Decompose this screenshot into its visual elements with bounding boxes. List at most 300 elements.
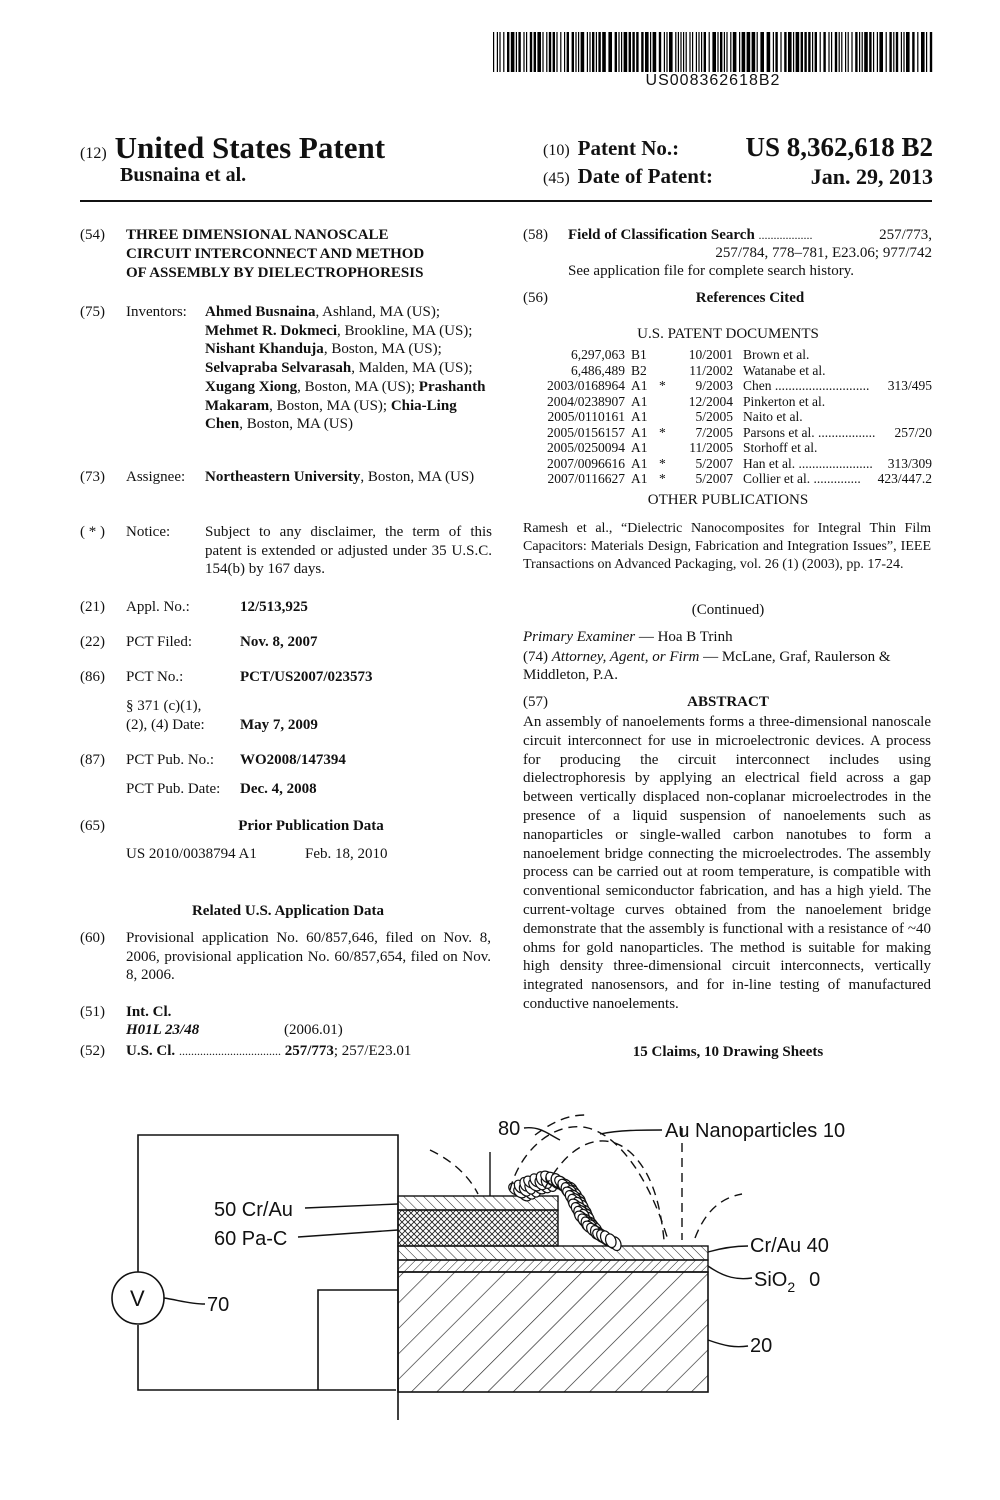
assignee — [205, 468, 495, 487]
barcode-bar — [680, 32, 681, 72]
pct-filed-label: PCT Filed: — [126, 634, 192, 650]
reference-date: 9/2003 — [695, 378, 733, 393]
barcode-bar — [556, 32, 557, 72]
reference-name: Chen ............................ — [743, 378, 870, 393]
barcode-bar — [864, 32, 868, 72]
reference-cls — [877, 409, 932, 425]
barcode-image — [493, 32, 933, 72]
claims-count: 15 Claims, 10 Drawing Sheets — [632, 1044, 824, 1060]
barcode-bar — [760, 32, 764, 72]
code-74: (74) — [523, 649, 548, 665]
reference-star — [659, 409, 671, 425]
barcode-bar — [618, 32, 619, 72]
related-text: Provisional application No. 60/857,646, filed on Nov. 8, 2006, provisional application No. 60/857,654, filed on Nov. 8, 2006. — [126, 930, 491, 984]
references-table — [530, 347, 932, 487]
sio2-subscript: 2 — [787, 1279, 796, 1295]
barcode-bar — [903, 32, 904, 72]
inventors-list — [205, 303, 495, 434]
reference-cls — [877, 440, 932, 456]
reference-num: 2005/0156157 — [546, 424, 625, 440]
barcode-bar — [845, 32, 846, 72]
patent-type-title: United States Patent — [114, 130, 386, 165]
pct-number: PCT/US2007/023573 — [240, 669, 373, 685]
barcode-bar — [804, 32, 806, 72]
barcode-bar — [828, 32, 829, 72]
barcode-bar — [518, 32, 520, 72]
examiner-label: Primary Examiner — [523, 629, 636, 645]
patent-number: US 8,362,618 B2 — [745, 132, 933, 162]
s371-label-1: § 371 (c)(1), — [126, 698, 202, 714]
reference-name: Naito et al. — [743, 409, 803, 424]
barcode-bar — [812, 32, 813, 72]
barcode-bar — [801, 32, 803, 72]
barcode-bar — [564, 32, 565, 72]
barcode-bar — [841, 32, 842, 72]
notice-label: Notice: — [126, 524, 171, 540]
reference-kind: A1 — [631, 409, 648, 424]
barcode-bar — [796, 32, 800, 72]
reference-name: Brown et al. — [743, 347, 810, 362]
label-40: Cr/Au 40 — [750, 1235, 829, 1257]
reference-star: * — [659, 455, 666, 471]
barcode-bar — [664, 32, 665, 72]
code-54: (54) — [80, 227, 105, 243]
barcode-bar — [780, 32, 781, 72]
inventor-name: Ahmed Busnaina — [205, 304, 316, 320]
reference-star — [659, 363, 671, 379]
barcode-bar — [653, 32, 657, 72]
reference-cls: 423/447.2 — [877, 471, 932, 486]
code-87: (87) — [80, 752, 105, 768]
appl-label: Appl. No.: — [126, 599, 190, 615]
barcode-bar — [906, 32, 910, 72]
reference-star — [659, 394, 671, 410]
header-rule — [80, 200, 932, 202]
barcode-bar — [917, 32, 918, 72]
barcode-bar — [720, 32, 722, 72]
barcode-bar — [537, 32, 541, 72]
reference-num: 2005/0110161 — [547, 409, 625, 424]
barcode-bar — [901, 32, 902, 72]
barcode-bar — [757, 32, 758, 72]
sio2-number: 0 — [809, 1269, 821, 1291]
code-57: (57) — [523, 694, 548, 710]
barcode-bar — [698, 32, 699, 72]
pct-no-label: PCT No.: — [126, 669, 184, 685]
attorney-dash: — — [699, 649, 722, 665]
field-label: Field of Classification Search — [568, 227, 755, 243]
inventor-name: Xugang Xiong — [205, 378, 298, 395]
reference-row — [530, 456, 932, 472]
notice-text: Subject to any disclaimer, the term of this patent is extended or adjusted under 35 U.S.C. 154(b) by 167 days. — [205, 524, 492, 578]
primary-examiner — [523, 628, 733, 647]
abstract-text: An assembly of nanoelements forms a three-dimensional nanoscale circuit interconnect for use in microelectronic devices. A process for producing the circuit interconnect includes using dielectrophoresis by applying an electrical field across a gap between vertically displaced non-coplanar microelectrodes in the presence of a liquid suspension of nanoelements such as nanoparticles or single-walled carbon nanotubes to form a nanoelement bridge connecting the microelectrodes. The assembly process can be carried out at room temperature, is compatible with conventional semiconductor fabrication, and has a high yield. The current-voltage curves obtained from the nanoelement bridge demonstrate that the assembly is functional with a resistance of ~40 ohms for gold nanoparticles. The method is suitable for making high density three-dimensional circuit interconnects, vertically integrated nanosensors, and for in-line testing of manufactured conductive nanoelements. — [523, 714, 931, 1012]
s371-date: May 7, 2009 — [240, 717, 318, 733]
barcode-bar — [851, 32, 852, 72]
barcode-bar — [629, 32, 631, 72]
reference-date: 5/2007 — [695, 471, 733, 486]
code-60: (60) — [80, 930, 105, 946]
patent-number-row — [543, 132, 933, 162]
inventor-name: Mehmet R. Dokmeci — [205, 322, 338, 339]
barcode-bar — [773, 32, 774, 72]
reference-row — [530, 471, 932, 487]
barcode-bar — [877, 32, 878, 72]
label-sio2 — [754, 1269, 820, 1295]
assignee-location: , Boston, MA (US) — [360, 469, 475, 485]
bottom-electrode-layer — [398, 1246, 708, 1260]
reference-num: 6,486,489 — [571, 362, 625, 378]
barcode-bar — [815, 32, 817, 72]
barcode-bar — [553, 32, 555, 72]
reference-name: Watanabe et al. — [743, 362, 826, 378]
reference-cls: 313/495 — [887, 378, 932, 393]
barcode-bar — [666, 32, 667, 72]
field-class-1: 257/773, — [879, 227, 932, 243]
references-heading: References Cited — [695, 290, 805, 306]
barcode-bar — [581, 32, 585, 72]
barcode-bar — [641, 32, 643, 72]
code-56: (56) — [523, 290, 548, 306]
code-12: (12) — [80, 145, 107, 162]
barcode-bar — [726, 32, 727, 72]
reference-num: 2005/0250094 — [546, 440, 625, 455]
barcode-bar — [752, 32, 756, 72]
barcode-bar — [575, 32, 576, 72]
other-pubs-heading: OTHER PUBLICATIONS — [647, 492, 809, 508]
reference-name: Collier et al. .............. — [743, 471, 861, 486]
patent-date: Jan. 29, 2013 — [810, 164, 933, 189]
barcode-bar — [602, 32, 606, 72]
label-50: 50 Cr/Au — [214, 1199, 293, 1221]
reference-cls: 313/309 — [887, 455, 932, 471]
sio2-layer — [398, 1260, 708, 1272]
reference-date: 11/2005 — [689, 440, 733, 455]
barcode-bar — [493, 32, 494, 72]
title-line: THREE DIMENSIONAL NANOSCALE — [126, 227, 389, 243]
barcode-bar — [645, 32, 649, 72]
reference-date: 5/2005 — [695, 409, 733, 424]
reference-star — [659, 440, 671, 456]
inventor-location: , Boston, MA (US) — [239, 416, 353, 433]
barcode-bar — [862, 32, 863, 72]
barcode-bar — [823, 32, 825, 72]
reference-row — [530, 440, 932, 456]
int-cl-class: H01L 23/48 — [126, 1022, 200, 1038]
barcode-bar — [893, 32, 894, 72]
voltage-source — [112, 1272, 229, 1324]
patent-header-left — [80, 130, 385, 166]
barcode-bar — [808, 32, 810, 72]
barcode-bar — [615, 32, 617, 72]
inventor-location: , Boston, MA (US); — [323, 341, 442, 358]
barcode-bar — [567, 32, 569, 72]
barcode-bar — [793, 32, 794, 72]
barcode-bar — [886, 32, 887, 72]
code-58: (58) — [523, 227, 548, 243]
label-au-nanoparticles: Au Nanoparticles 10 — [665, 1120, 846, 1142]
pct-pub-no-label: PCT Pub. No.: — [126, 752, 215, 768]
barcode-bar — [889, 32, 891, 72]
barcode-bar — [534, 32, 536, 72]
code-65: (65) — [80, 818, 105, 834]
barcode-bar — [689, 32, 690, 72]
reference-num: 6,297,063 — [571, 347, 625, 362]
reference-kind: A1 — [631, 378, 648, 393]
barcode-bar — [696, 32, 697, 72]
reference-date: 11/2002 — [689, 362, 733, 378]
barcode-bar — [767, 32, 771, 72]
barcode-bar — [592, 32, 594, 72]
title-line: OF ASSEMBLY BY DIELECTROPHORESIS — [126, 265, 424, 281]
barcode-bar — [788, 32, 792, 72]
barcode-bar — [712, 32, 716, 72]
barcode-bar — [632, 32, 634, 72]
code-22: (22) — [80, 634, 105, 650]
continued-note: (Continued) — [691, 602, 765, 618]
barcode-bar — [709, 32, 710, 72]
barcode-bar — [686, 32, 687, 72]
barcode-bar — [869, 32, 871, 72]
barcode-bar — [678, 32, 679, 72]
reference-star: * — [659, 471, 666, 486]
barcode-bar — [855, 32, 857, 72]
code-45: (45) — [543, 170, 570, 187]
inventor-name: Nishant Khanduja — [205, 341, 324, 358]
barcode-bar — [873, 32, 874, 72]
attorney-name-2: Middleton, P.A. — [523, 667, 619, 683]
date-of-patent-row — [543, 164, 933, 189]
pct-pub-number: WO2008/147394 — [240, 752, 346, 768]
reference-cls — [877, 347, 932, 363]
barcode-number: US008362618B2 — [645, 72, 781, 89]
barcode-bar — [704, 32, 706, 72]
reference-date: 10/2001 — [688, 347, 733, 362]
barcode-bar — [724, 32, 725, 72]
barcode-bar — [733, 32, 737, 72]
assignee-label: Assignee: — [126, 469, 186, 485]
barcode-bar — [820, 32, 821, 72]
barcode-bar — [587, 32, 588, 72]
other-pubs-text: Ramesh et al., “Dielectric Nanocomposites for Integral Thin Film Capacitors: Materials Design, Fabrication and Integration Issues”, IEEE Transactions on Advanced Packaging, vol. 26 (1) (2003), pp. 17-24. — [523, 521, 931, 573]
barcode-bar — [560, 32, 561, 72]
us-cl-label: U.S. Cl. — [126, 1043, 176, 1059]
barcode-bar — [930, 32, 932, 72]
representative-figure — [0, 1090, 1000, 1420]
inventor-name: Prashanth Makaram — [205, 378, 486, 414]
barcode-bar — [621, 32, 622, 72]
inventor-location: , Boston, MA (US); — [297, 378, 416, 395]
code-86: (86) — [80, 669, 105, 685]
examiner-dash: — — [635, 629, 658, 645]
barcode-bar — [926, 32, 927, 72]
inventor-name: Chia-Ling Chen — [205, 397, 457, 433]
reference-num: 2007/0116627 — [547, 471, 625, 486]
barcode-bar — [659, 32, 661, 72]
code-75: (75) — [80, 304, 105, 320]
reference-row — [530, 425, 932, 441]
code-73: (73) — [80, 469, 105, 485]
barcode-bar — [701, 32, 702, 72]
barcode-bar — [598, 32, 600, 72]
s371-label-2: (2), (4) Date: — [126, 717, 205, 733]
barcode-bar — [912, 32, 914, 72]
reference-cls — [877, 363, 932, 379]
barcode-bar — [650, 32, 651, 72]
barcode-bar — [516, 32, 517, 72]
code-51: (51) — [80, 1004, 105, 1020]
related-heading: Related U.S. Application Data — [191, 903, 385, 919]
barcode-bar — [831, 32, 832, 72]
barcode-bar — [775, 32, 777, 72]
us-cl-main: 257/773 — [284, 1043, 334, 1059]
barcode-bar — [608, 32, 612, 72]
field-of-search-line-1 — [568, 226, 932, 245]
barcode-bar — [636, 32, 638, 72]
code-10: (10) — [543, 142, 570, 159]
us-cl-dots: .................................. — [178, 1044, 281, 1058]
barcode-bar — [507, 32, 509, 72]
barcode-bar — [589, 32, 590, 72]
pct-pub-date-label: PCT Pub. Date: — [126, 781, 221, 797]
barcode-bar — [835, 32, 837, 72]
barcode-bar — [669, 32, 673, 72]
barcode-bar — [546, 32, 547, 72]
inventors-label: Inventors: — [126, 304, 187, 320]
code-notice: ( * ) — [80, 524, 105, 540]
barcode-bar — [572, 32, 574, 72]
parylene-layer — [398, 1210, 558, 1246]
barcode-bar — [542, 32, 543, 72]
barcode-bar — [717, 32, 718, 72]
title-line: CIRCUIT INTERCONNECT AND METHOD — [126, 246, 425, 262]
us-cl — [126, 1042, 411, 1061]
patent-no-label: Patent No.: — [577, 136, 680, 160]
reference-kind: B2 — [631, 362, 647, 378]
field-dots: .................. — [758, 228, 813, 242]
reference-cls: 257/20 — [894, 424, 932, 440]
substrate-layer — [398, 1272, 708, 1392]
reference-kind: A1 — [631, 440, 648, 455]
barcode-bar — [578, 32, 579, 72]
inventor-name: Selvapraba Selvarasah — [205, 360, 352, 377]
barcode-bar — [879, 32, 883, 72]
barcode-bar — [784, 32, 786, 72]
prior-pub-heading: Prior Publication Data — [238, 818, 384, 834]
reference-date: 5/2007 — [695, 455, 733, 471]
inventor-short: Busnaina et al. — [120, 164, 247, 186]
reference-name: Han et al. ...................... — [743, 455, 873, 471]
label-20: 20 — [750, 1335, 773, 1357]
reference-kind: A1 — [631, 471, 648, 486]
reference-row — [530, 347, 932, 363]
appl-number: 12/513,925 — [240, 599, 308, 615]
barcode-bar — [848, 32, 849, 72]
reference-kind: A1 — [631, 424, 648, 440]
inventor-location: , Malden, MA (US); — [351, 360, 473, 377]
field-see-file: See application file for complete search history. — [568, 263, 855, 279]
attorney-name-1: McLane, Graf, Raulerson & — [721, 649, 891, 665]
prior-pub-number: US 2010/0038794 A1 — [126, 846, 257, 862]
attorney-label: Attorney, Agent, or Firm — [551, 649, 700, 665]
invention-title — [126, 226, 496, 283]
circuit-wire — [138, 1135, 398, 1420]
reference-row — [530, 378, 932, 394]
attorney — [523, 648, 933, 667]
reference-num: 2003/0168964 — [546, 378, 625, 393]
reference-star — [659, 347, 671, 363]
us-patent-docs-heading: U.S. PATENT DOCUMENTS — [637, 326, 819, 342]
pct-filed-date: Nov. 8, 2007 — [240, 634, 318, 650]
barcode-bar — [692, 32, 693, 72]
reference-name: Parsons et al. ................. — [743, 424, 876, 440]
label-60: 60 Pa-C — [214, 1228, 288, 1250]
reference-cls — [877, 394, 932, 410]
prior-pub-date: Feb. 18, 2010 — [305, 846, 388, 862]
reference-kind: B1 — [631, 347, 647, 362]
barcode-bar — [683, 32, 684, 72]
code-21: (21) — [80, 599, 105, 615]
label-70: 70 — [207, 1294, 230, 1316]
reference-num: 2004/0238907 — [546, 393, 625, 409]
field-class-2: 257/784, 778–781, E23.06; 977/742 — [715, 245, 932, 261]
reference-row — [530, 394, 932, 410]
inventor-location: , Ashland, MA (US); — [315, 304, 441, 320]
reference-name: Storhoff et al. — [743, 440, 818, 455]
barcode-bar — [549, 32, 551, 72]
pct-pub-date: Dec. 4, 2008 — [240, 781, 317, 797]
label-80: 80 — [498, 1118, 521, 1140]
sio2-text: SiO — [754, 1269, 788, 1291]
reference-kind: A1 — [631, 393, 648, 409]
barcode-bar — [530, 32, 532, 72]
code-52: (52) — [80, 1043, 105, 1059]
barcode-bar — [499, 32, 500, 72]
reference-row — [530, 409, 932, 425]
barcode-bar — [624, 32, 628, 72]
barcode-bar — [503, 32, 504, 72]
barcode-bar — [511, 32, 515, 72]
barcode-bar — [742, 32, 746, 72]
barcode-bar — [523, 32, 524, 72]
barcode-bar — [497, 32, 498, 72]
barcode-bar — [859, 32, 860, 72]
reference-kind: A1 — [631, 455, 648, 471]
assignee-name: Northeastern University — [205, 469, 361, 485]
abstract-heading: ABSTRACT — [687, 694, 769, 710]
barcode-bar — [675, 32, 676, 72]
reference-star: * — [659, 378, 666, 393]
reference-num: 2007/0096616 — [546, 455, 625, 471]
inventor-location: , Boston, MA (US); — [269, 397, 388, 414]
reference-date: 12/2004 — [688, 393, 733, 409]
reference-date: 7/2005 — [695, 424, 733, 440]
barcode-bar — [526, 32, 527, 72]
voltage-source-label: V — [130, 1286, 145, 1311]
barcode-bar — [739, 32, 740, 72]
barcode-bar — [839, 32, 840, 72]
us-cl-rest: ; 257/E23.01 — [333, 1043, 412, 1059]
int-cl-label: Int. Cl. — [126, 1004, 172, 1020]
examiner-name: Hoa B Trinh — [657, 629, 733, 645]
barcode-bar — [896, 32, 898, 72]
barcode-bar — [921, 32, 925, 72]
int-cl-year: (2006.01) — [284, 1022, 343, 1038]
date-label: Date of Patent: — [577, 164, 713, 188]
reference-star: * — [659, 424, 666, 440]
barcode-bar — [730, 32, 731, 72]
barcode-bar — [596, 32, 597, 72]
